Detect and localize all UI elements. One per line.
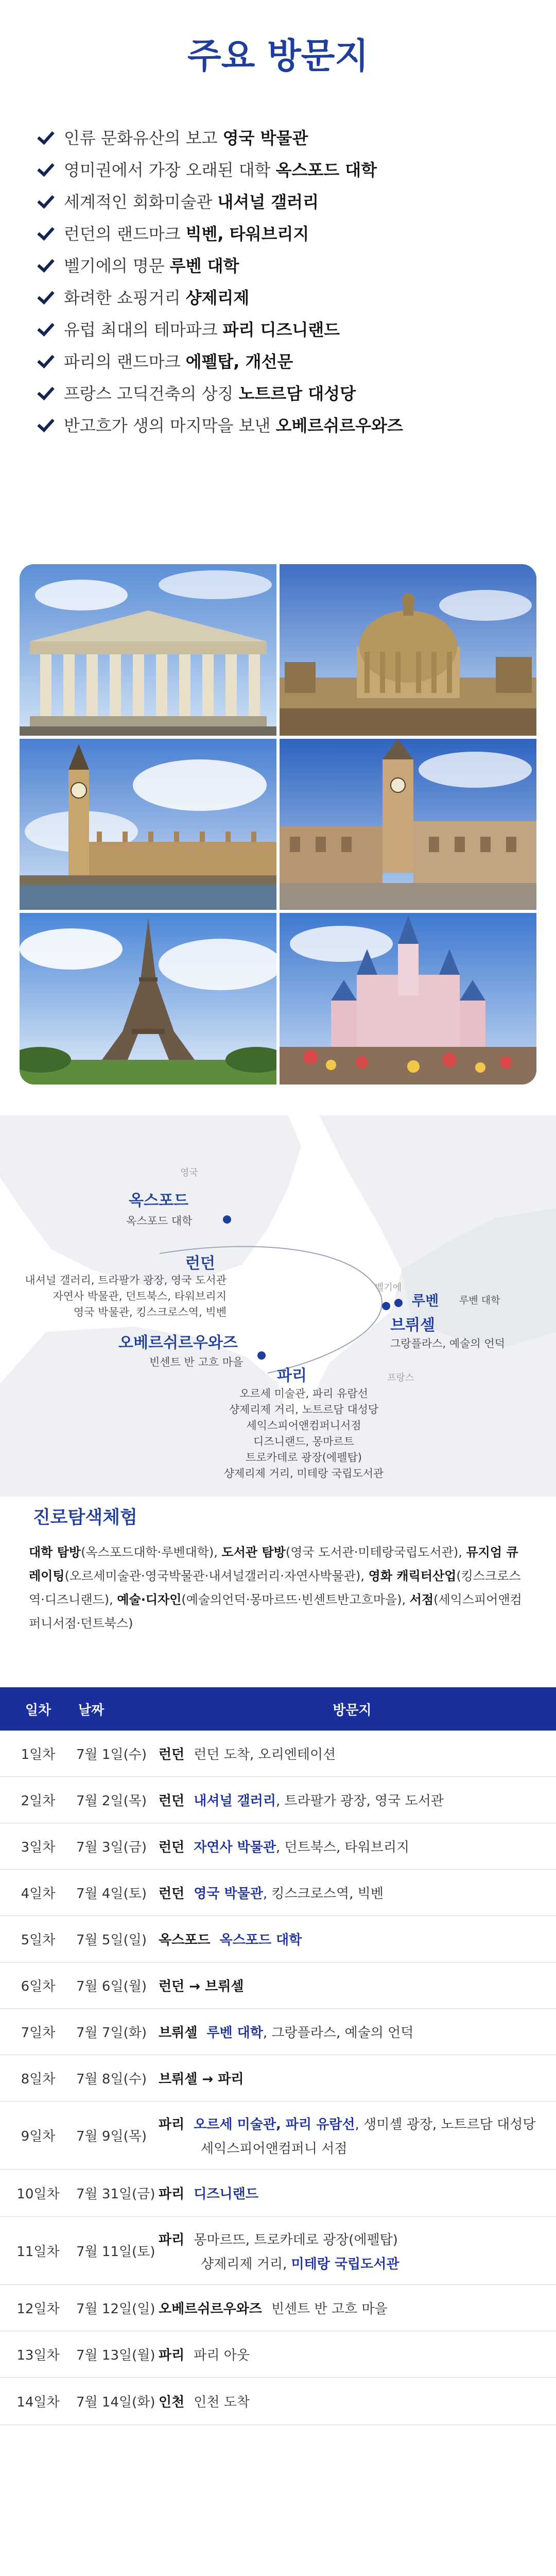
schedule-visit <box>159 2183 556 2202</box>
schedule-places: 빈센트 반 고흐 마을 <box>271 2301 388 2317</box>
checklist-text: 화려한 쇼핑거리 <box>64 288 181 308</box>
schedule-city: 런던 <box>159 1840 185 1855</box>
schedule-city: 파리 <box>159 2187 185 2202</box>
schedule-places: 샹제리제 거리, <box>201 2256 291 2272</box>
checklist-item <box>37 377 521 409</box>
schedule-row <box>0 2009 556 2055</box>
schedule-visit <box>159 2069 556 2088</box>
schedule-row <box>0 2102 556 2170</box>
schedule-places: 파리 아웃 <box>194 2348 250 2363</box>
city-oxford-desc: 옥스포드 대학 <box>126 1215 193 1227</box>
schedule-highlight: 미테랑 국립도서관 <box>291 2256 399 2272</box>
schedule-date: 7월 1일(수) <box>76 1747 147 1762</box>
city-auvers-dot <box>257 1351 266 1360</box>
schedule-places: , 생미셸 광장, 노트르담 대성당 <box>355 2116 536 2132</box>
schedule-row <box>0 2331 556 2378</box>
checklist-text: 유럽 최대의 테마파크 <box>64 320 218 340</box>
checklist-item <box>37 409 521 440</box>
experience-item-title: 뮤지엄 큐레이팅 <box>29 1545 518 1583</box>
experience-item-text: (영국 도서관·미테랑국립도서관), <box>285 1545 466 1560</box>
schedule-row <box>0 2170 556 2217</box>
highlights-checklist <box>37 121 521 440</box>
checklist-text: 인류 문화유산의 보고 <box>64 128 218 148</box>
city-paris-desc-line: 오르세 미술관, 파리 유람선 <box>239 1387 368 1400</box>
schedule-day: 9일차 <box>21 2129 56 2144</box>
experience-item-title: 예술·디자인 <box>117 1592 182 1607</box>
checklist-highlight: 노트르담 대성당 <box>238 384 356 403</box>
check-icon <box>37 223 57 243</box>
header-date: 날짜 <box>78 1702 105 1718</box>
check-icon <box>37 255 57 275</box>
schedule-date: 7월 7일(화) <box>76 2025 147 2041</box>
schedule-day: 5일차 <box>21 1933 56 1948</box>
check-icon <box>37 159 57 179</box>
city-london: 런던 <box>185 1255 215 1273</box>
city-leuven-desc: 루벤 대학 <box>459 1295 500 1306</box>
experience-item-title: 서점 <box>409 1592 434 1607</box>
schedule-date: 7월 8일(수) <box>76 2072 147 2087</box>
schedule-date: 7월 3일(금) <box>76 1840 147 1855</box>
schedule-highlight: 영국 박물관 <box>194 1886 263 1902</box>
schedule-city: 런던 → 브뤼셀 <box>159 1979 244 1994</box>
schedule-city: 브뤼셀 <box>159 2025 198 2041</box>
schedule-visit <box>159 2392 556 2411</box>
schedule-visit <box>159 2022 556 2041</box>
schedule-visit <box>159 1744 556 1763</box>
schedule-city: 파리 <box>159 2348 185 2363</box>
oxford-photo <box>280 564 536 736</box>
schedule-day: 4일차 <box>21 1886 56 1902</box>
schedule-places: 몽마르뜨, 트로카데로 광장(에펠탑) <box>194 2232 398 2248</box>
check-icon <box>37 191 57 211</box>
career-experience-text <box>29 1540 527 1635</box>
schedule-city: 옥스포드 <box>159 1933 211 1948</box>
schedule-date: 7월 2일(목) <box>76 1793 147 1809</box>
eiffel-photo <box>20 913 276 1084</box>
city-paris-desc-line: 트로카데로 광장(에펠탑) <box>246 1451 362 1464</box>
checklist-highlight: 내셔널 갤러리 <box>217 192 319 212</box>
schedule-places-line2 <box>159 2253 546 2273</box>
leuven-photo <box>280 739 536 910</box>
schedule-day: 11일차 <box>16 2244 60 2260</box>
schedule-day: 8일차 <box>21 2072 56 2087</box>
schedule-places: , 킹스크로스역, 빅벤 <box>263 1886 384 1902</box>
route-map <box>0 1115 556 1497</box>
country-label-uk: 영국 <box>180 1167 198 1178</box>
checklist-item <box>37 345 521 377</box>
checklist-highlight: 영국 박물관 <box>222 128 308 148</box>
schedule-table <box>0 1687 556 2425</box>
city-paris-desc <box>196 1386 412 1482</box>
schedule-visit <box>159 1837 556 1856</box>
city-london-desc-line: 내셔널 갤러리, 트라팔가 광장, 영국 도서관 <box>25 1274 227 1286</box>
checklist-item <box>37 217 521 249</box>
schedule-date: 7월 4일(토) <box>76 1886 147 1902</box>
schedule-date: 7월 14일(화) <box>76 2395 155 2410</box>
experience-item-text: (옥스포드대학·루벤대학), <box>81 1545 222 1560</box>
city-brussels: 브뤼셀 <box>390 1316 435 1334</box>
checklist-item <box>37 249 521 281</box>
schedule-day: 7일차 <box>21 2025 56 2041</box>
career-experience <box>29 1503 527 1631</box>
schedule-row <box>0 1823 556 1870</box>
city-auvers: 오베르쉬르우와즈 <box>118 1334 238 1352</box>
schedule-places: 인천 도착 <box>194 2395 250 2410</box>
schedule-day: 1일차 <box>21 1747 56 1762</box>
schedule-day: 6일차 <box>21 1979 56 1994</box>
schedule-date: 7월 9일(목) <box>76 2129 147 2144</box>
checklist-highlight: 파리 디즈니랜드 <box>222 320 340 340</box>
schedule-places: 런던 도착, 오리엔테이션 <box>194 1747 336 1762</box>
country-label-belgium: 벨기에 <box>375 1282 402 1293</box>
city-paris: 파리 <box>277 1367 307 1385</box>
schedule-row <box>0 2378 556 2425</box>
schedule-row <box>0 2285 556 2331</box>
header-day: 일차 <box>25 1702 51 1718</box>
city-leuven-dot <box>394 1299 403 1307</box>
schedule-row <box>0 1777 556 1823</box>
checklist-highlight: 옥스포드 대학 <box>275 160 377 180</box>
city-paris-desc-line: 세익스피어앤컴퍼니서점 <box>246 1419 361 1432</box>
city-oxford: 옥스포드 <box>129 1192 188 1210</box>
photo-grid <box>20 564 536 1084</box>
checklist-highlight: 오베르쉬르우와즈 <box>275 416 403 435</box>
schedule-date: 7월 11일(토) <box>76 2244 155 2260</box>
city-paris-desc-line: 샹제리제 거리, 노트르담 대성당 <box>229 1403 379 1416</box>
schedule-date: 7월 13일(월) <box>76 2348 155 2363</box>
schedule-city: 런던 <box>159 1886 185 1902</box>
schedule-city: 브뤼셀 → 파리 <box>159 2072 244 2087</box>
museum-photo <box>20 564 276 736</box>
schedule-places: , 던트북스, 타워브리지 <box>275 1840 410 1855</box>
city-oxford-dot <box>223 1215 231 1224</box>
schedule-city: 오베르쉬르우와즈 <box>159 2301 262 2317</box>
checklist-text: 영미권에서 가장 오래된 대학 <box>64 160 271 180</box>
experience-item-title: 도서관 탐방 <box>221 1545 286 1560</box>
city-brussels-dot <box>382 1302 390 1310</box>
checklist-text: 프랑스 고딕건축의 상징 <box>64 384 234 403</box>
career-experience-title: 진로탐색체험 <box>33 1507 137 1528</box>
schedule-day: 14일차 <box>16 2395 60 2410</box>
city-london-desc-line: 영국 박물관, 킹스크로스역, 빅벤 <box>73 1306 227 1318</box>
schedule-city: 인천 <box>159 2395 185 2410</box>
schedule-highlight: 디즈니랜드 <box>194 2187 258 2202</box>
city-paris-desc-line: 샹제리제 거리, 미테랑 국립도서관 <box>223 1467 384 1480</box>
schedule-highlight: 자연사 박물관 <box>194 1840 276 1855</box>
schedule-visit <box>159 2114 556 2157</box>
experience-item-title: 영화 캐릭터산업 <box>368 1569 457 1583</box>
schedule-visit <box>159 1976 556 1995</box>
experience-item-text: (세익스피어앤컴퍼니서점·던트북스) <box>29 1592 522 1631</box>
schedule-visit <box>159 2229 556 2273</box>
schedule-row <box>0 2055 556 2102</box>
checklist-text: 세계적인 회화미술관 <box>64 192 213 212</box>
city-london-desc-line: 자연사 박물관, 던트북스, 타워브리지 <box>53 1290 227 1302</box>
checklist-highlight: 에펠탑, 개선문 <box>185 352 293 371</box>
schedule-date: 7월 12일(일) <box>76 2301 155 2317</box>
schedule-city: 런던 <box>159 1747 185 1762</box>
check-icon <box>37 415 57 434</box>
checklist-item <box>37 281 521 313</box>
experience-item-title: 대학 탐방 <box>29 1545 81 1560</box>
check-icon <box>37 319 57 338</box>
schedule-city: 파리 <box>159 2232 185 2248</box>
city-auvers-desc: 빈센트 반 고흐 마을 <box>149 1356 244 1368</box>
schedule-day: 10일차 <box>16 2187 60 2202</box>
schedule-highlight: 내셔널 갤러리 <box>194 1793 276 1809</box>
checklist-text: 벨기에의 명문 <box>64 256 165 276</box>
check-icon <box>37 287 57 307</box>
city-brussels-desc: 그랑플라스, 예술의 언덕 <box>390 1337 505 1350</box>
city-london-desc <box>21 1273 227 1320</box>
schedule-places: , 트라팔가 광장, 영국 도서관 <box>275 1793 444 1809</box>
schedule-date: 7월 31일(금) <box>76 2187 155 2202</box>
schedule-date: 7월 5일(일) <box>76 1933 147 1948</box>
schedule-row <box>0 2217 556 2285</box>
city-paris-desc-line: 디즈니랜드, 몽마르트 <box>253 1435 354 1448</box>
city-leuven: 루벤 <box>412 1293 439 1309</box>
schedule-row <box>0 1916 556 1962</box>
schedule-row <box>0 1962 556 2009</box>
checklist-highlight: 루벤 대학 <box>169 256 239 276</box>
schedule-highlight: 루벤 대학 <box>206 2025 263 2041</box>
schedule-day: 2일차 <box>21 1793 56 1809</box>
checklist-item <box>37 185 521 217</box>
schedule-day: 13일차 <box>16 2348 60 2363</box>
header-visit: 방문지 <box>333 1702 372 1718</box>
schedule-visit <box>159 2298 556 2317</box>
schedule-day: 3일차 <box>21 1840 56 1855</box>
checklist-text: 파리의 랜드마크 <box>64 352 181 371</box>
bigben-photo <box>20 739 276 910</box>
schedule-date: 7월 6일(월) <box>76 1979 147 1994</box>
checklist-highlight: 빅벤, 타워브리지 <box>185 224 309 244</box>
checklist-highlight: 샹제리제 <box>185 288 250 308</box>
experience-item-text: (예술의언덕·몽마르뜨·빈센트반고흐마을), <box>181 1592 410 1607</box>
check-icon <box>37 383 57 402</box>
schedule-highlight: 옥스포드 대학 <box>219 1933 302 1948</box>
schedule-city: 런던 <box>159 1793 185 1809</box>
schedule-city: 파리 <box>159 2116 185 2132</box>
check-icon <box>37 127 57 147</box>
schedule-row <box>0 1870 556 1916</box>
schedule-visit <box>159 2345 556 2364</box>
checklist-item <box>37 313 521 345</box>
schedule-highlight: 오르세 미술관, 파리 유람선 <box>194 2116 355 2132</box>
checklist-item <box>37 121 521 153</box>
experience-item-text: (킹스크로스역·디즈니랜드), <box>29 1569 521 1607</box>
checklist-text: 반고흐가 생의 마지막을 보낸 <box>64 416 271 435</box>
checklist-item <box>37 153 521 185</box>
check-icon <box>37 351 57 370</box>
schedule-places-line2: 세익스피어앤컴퍼니 서점 <box>201 2141 348 2157</box>
schedule-header <box>0 1687 556 1731</box>
schedule-visit <box>159 1883 556 1902</box>
page-title: 주요 방문지 <box>187 36 369 77</box>
checklist-text: 런던의 랜드마크 <box>64 224 181 244</box>
schedule-places: , 그랑플라스, 예술의 언덕 <box>263 2025 414 2041</box>
experience-item-text: (오르세미술관·영국박물관·내셔널갤러리·자연사박물관), <box>64 1569 369 1583</box>
country-label-france: 프랑스 <box>387 1372 414 1383</box>
schedule-visit <box>159 1929 556 1948</box>
schedule-visit <box>159 1790 556 1809</box>
schedule-day: 12일차 <box>16 2301 60 2317</box>
schedule-row <box>0 1731 556 1777</box>
disneyland-photo <box>280 913 536 1084</box>
